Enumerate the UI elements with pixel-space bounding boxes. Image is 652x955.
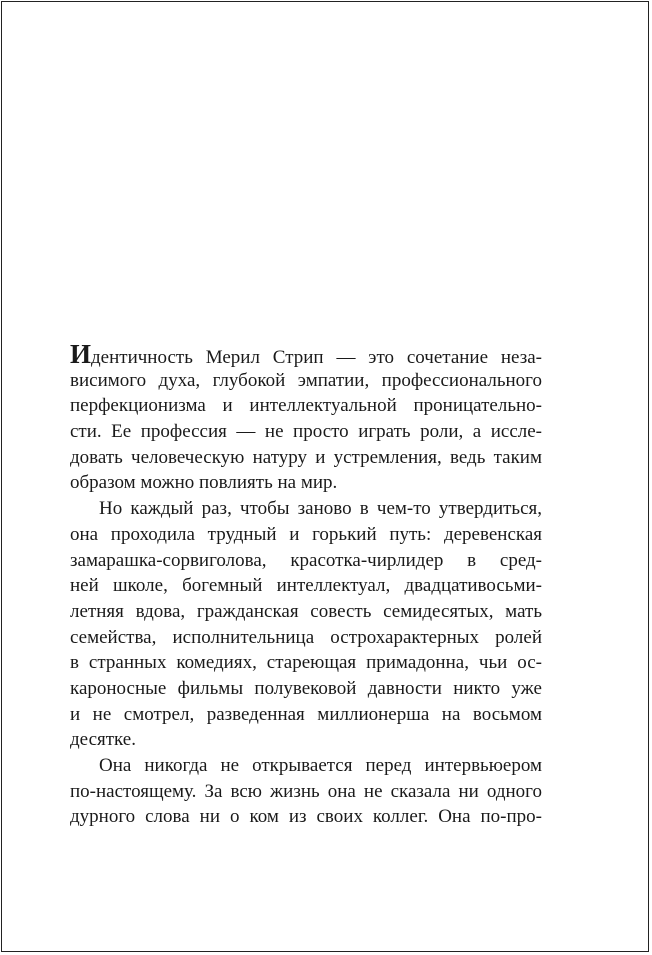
drop-cap: И — [70, 339, 92, 369]
text-line: замарашка-сорвиголова, красотка-чирлидер в сред- — [70, 549, 542, 571]
text-line: перфекционизма и интеллектуальной проницательно- — [70, 395, 542, 417]
text-line: Но каждый раз, чтобы заново в чем-то утвердиться, — [99, 498, 542, 520]
text-line: довать человеческую натуру и устремления, ведь таким — [70, 446, 542, 468]
text-line: ней школе, богемный интеллектуал, двадцативосьми- — [70, 575, 542, 597]
page — [1, 1, 649, 952]
text-line: Идентичность Мерил Стрип — это сочетание неза- — [70, 339, 542, 369]
text-line: в странных комедиях, стареющая примадонна, чьи ос- — [70, 652, 542, 674]
body-text — [70, 339, 542, 830]
text-line: семейства, исполнительница острохарактерных ролей — [70, 626, 542, 648]
text-line: и не смотрел, разведенная миллионерша на восьмом — [70, 703, 542, 725]
text-line: кароносные фильмы полувековой давности никто уже — [70, 677, 542, 699]
text-line: висимого духа, глубокой эмпатии, профессионального — [70, 369, 542, 391]
text-line: летняя вдова, гражданская совесть семидесятых, мать — [70, 600, 542, 622]
text-line: она проходила трудный и горький путь: деревенская — [70, 523, 542, 545]
text-line: по-настоящему. За всю жизнь она не сказала ни одного — [70, 780, 542, 802]
paragraph-2 — [70, 496, 542, 753]
text-line: сти. Ее профессия — не просто играть роли, а иссле- — [70, 421, 542, 443]
paragraph-1 — [70, 339, 542, 496]
text-line: образом можно повлиять на мир. — [70, 472, 338, 494]
text-line: десятке. — [70, 729, 136, 751]
text-line: Она никогда не открывается перед интервьюером — [99, 755, 542, 776]
text-line: дурного слова ни о ком из своих коллег. Она по-про- — [70, 806, 542, 828]
paragraph-3 — [70, 753, 542, 830]
